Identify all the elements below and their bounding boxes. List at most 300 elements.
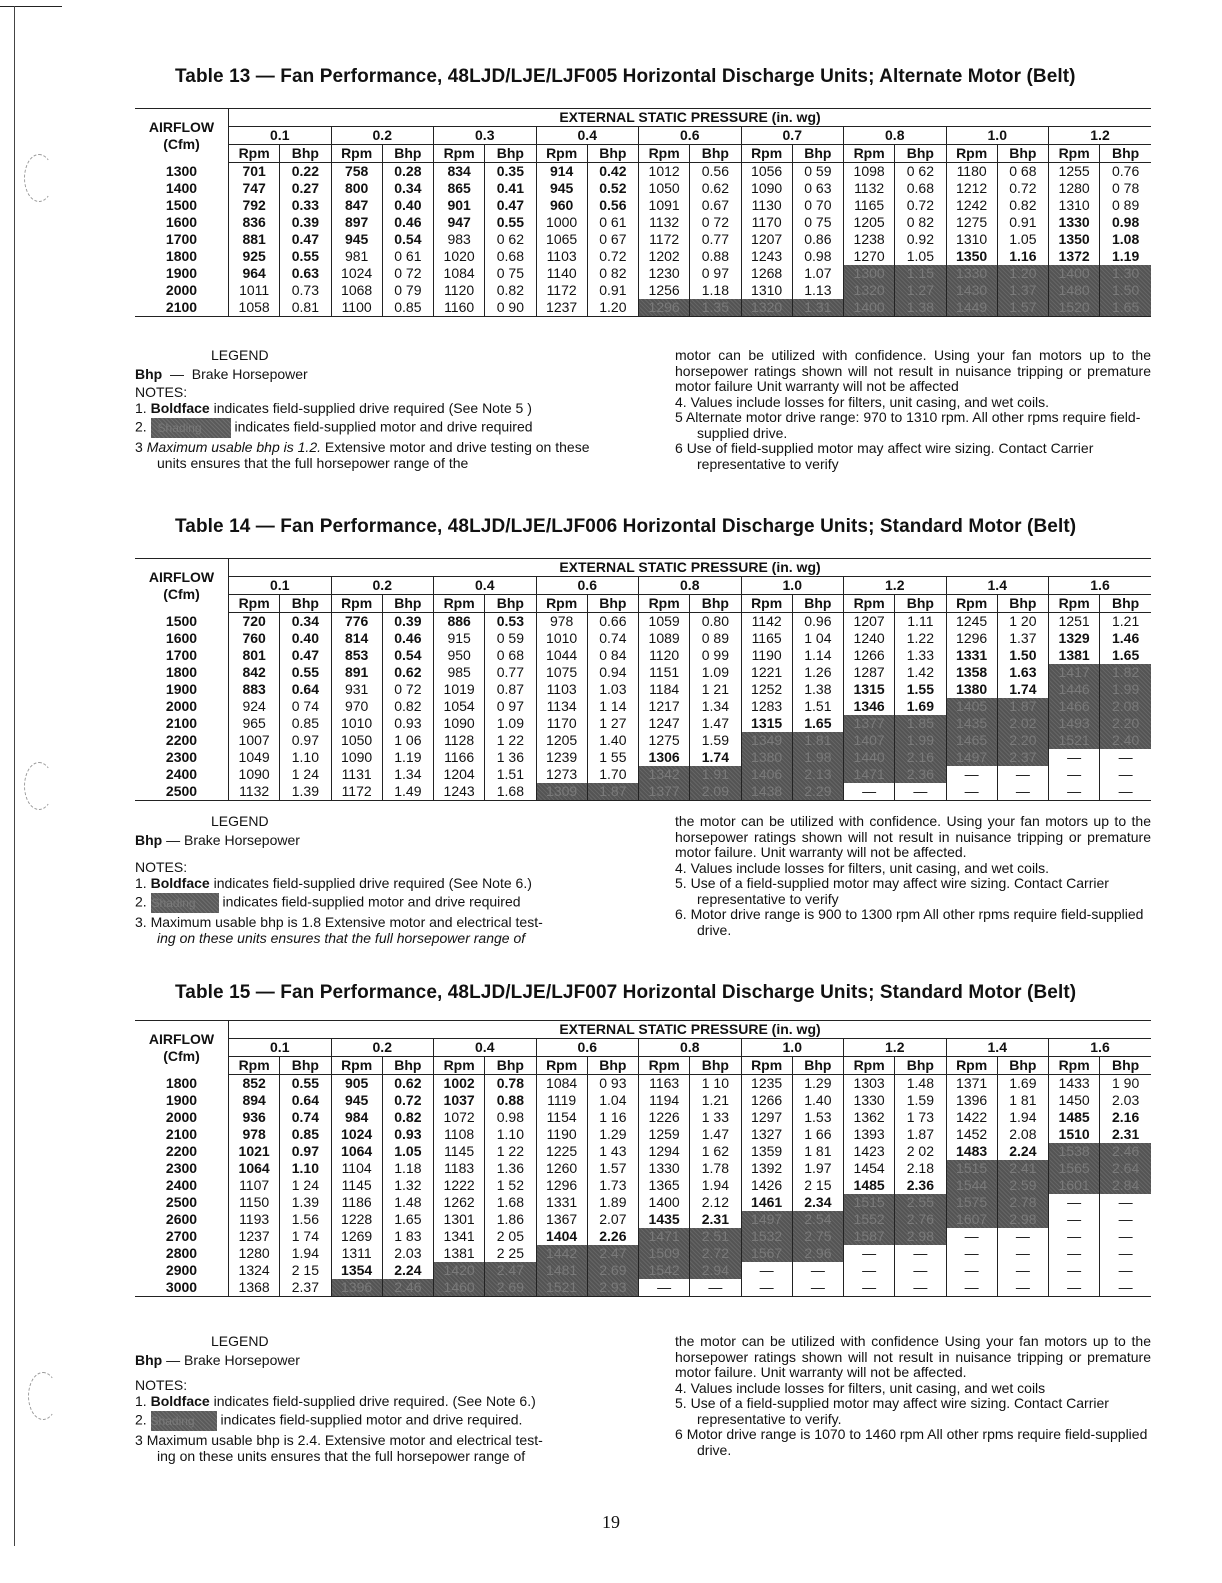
page-frame-top — [0, 6, 62, 7]
value-cell: 1.14 — [792, 647, 843, 664]
value-cell: — — [1100, 1279, 1151, 1297]
table-row — [135, 630, 1151, 647]
table-row — [135, 1245, 1151, 1262]
pressure-column-header: 0.4 — [434, 577, 537, 595]
value-cell: 1521 — [1049, 732, 1100, 749]
value-cell: — — [1049, 1194, 1100, 1211]
value-cell: 1.50 — [1100, 282, 1151, 299]
value-cell: 1542 — [639, 1262, 690, 1279]
value-cell: 0.98 — [485, 1109, 536, 1126]
value-cell: 1.94 — [280, 1245, 331, 1262]
value-cell: 1.38 — [895, 299, 946, 317]
value-cell: 1266 — [741, 1092, 792, 1109]
rpm-subheader: Rpm — [946, 145, 997, 163]
value-cell: 0.40 — [280, 630, 331, 647]
value-cell: 1.08 — [1100, 231, 1151, 248]
value-cell: 0 63 — [792, 180, 843, 197]
value-cell: 0.34 — [382, 180, 433, 197]
table-15-legend-left: LEGEND Bhp — Brake Horsepower NOTES: 1. Boldface indicates field-supplied drive required. (See Note 6.) 2. Shading indicates field-supplied motor and drive required. 3 Maximum usable bhp is 2.4. Extensive motor and electrical test- ing on these units ensures that the full horsepower range of — [135, 1334, 615, 1464]
value-cell: 1120 — [434, 282, 485, 299]
value-cell: 0.62 — [382, 1075, 433, 1093]
bhp-subheader: Bhp — [382, 595, 433, 613]
value-cell: 1.55 — [895, 681, 946, 698]
value-cell: 1.29 — [587, 1126, 638, 1143]
bhp-subheader: Bhp — [280, 1057, 331, 1075]
value-cell: 0.63 — [280, 265, 331, 282]
value-cell: — — [639, 1279, 690, 1297]
value-cell: 0.68 — [485, 248, 536, 265]
value-cell: 1 21 — [690, 681, 741, 698]
value-cell: 1011 — [229, 282, 280, 299]
note-4: 4. Values include losses for filters, unit casing, and wet coils. — [675, 393, 1050, 410]
value-cell: 1.11 — [895, 613, 946, 631]
value-cell: 1132 — [844, 180, 895, 197]
pressure-column-header: 1.2 — [1049, 127, 1152, 145]
value-cell: 1.74 — [690, 749, 741, 766]
bhp-subheader: Bhp — [895, 145, 946, 163]
value-cell: 1330 — [639, 1160, 690, 1177]
value-cell: 0.64 — [280, 1092, 331, 1109]
value-cell: 1.57 — [997, 299, 1048, 317]
rpm-subheader: Rpm — [946, 1057, 997, 1075]
value-cell: 1242 — [946, 197, 997, 214]
value-cell: 0.47 — [280, 231, 331, 248]
value-cell: 1544 — [946, 1177, 997, 1194]
airflow-header: AIRFLOW (Cfm) — [148, 568, 215, 602]
value-cell: 0.40 — [382, 197, 433, 214]
value-cell: 1.98 — [792, 749, 843, 766]
rpm-subheader: Rpm — [229, 1057, 280, 1075]
value-cell: 2.96 — [792, 1245, 843, 1262]
value-cell: 1296 — [536, 1177, 587, 1194]
value-cell: — — [1049, 766, 1100, 783]
note-3-continued: the motor can be utilized with confidence. Using your fan motors up to the horsepower ratings shown will not result in nuisance tripping or premature motor failure. Unit warranty will not be affected. — [675, 813, 1151, 860]
value-cell: 1.51 — [485, 766, 536, 783]
value-cell: 915 — [434, 630, 485, 647]
bhp-legend: Brake Horsepower — [184, 831, 300, 848]
table-row — [135, 715, 1151, 732]
table-row — [135, 766, 1151, 783]
value-cell: 2.31 — [690, 1211, 741, 1228]
rpm-subheader: Rpm — [434, 595, 485, 613]
value-cell: 1050 — [331, 732, 382, 749]
pressure-column-header: 0.6 — [536, 577, 639, 595]
table-row — [135, 299, 1151, 317]
value-cell: 1485 — [1049, 1109, 1100, 1126]
value-cell: 1.99 — [895, 732, 946, 749]
table-row — [135, 163, 1151, 181]
airflow-cell: 2400 — [165, 1177, 198, 1193]
value-cell: 1119 — [536, 1092, 587, 1109]
value-cell: 0.98 — [792, 248, 843, 265]
value-cell: 1359 — [741, 1143, 792, 1160]
value-cell: 0.67 — [690, 197, 741, 214]
value-cell: — — [1100, 783, 1151, 801]
note-3: 3 Maximum usable bhp is 2.4. Extensive motor and electrical test- ing on these units ensures that the full horsepower range of — [135, 1432, 543, 1464]
pressure-column-header: 1.0 — [741, 577, 844, 595]
value-cell: 1056 — [741, 163, 792, 181]
value-cell: — — [1100, 766, 1151, 783]
airflow-cell: 1900 — [165, 265, 198, 281]
value-cell: 2.76 — [895, 1211, 946, 1228]
pressure-column-header: 0.4 — [434, 1039, 537, 1057]
value-cell: 0.85 — [280, 1126, 331, 1143]
value-cell: 1485 — [844, 1177, 895, 1194]
value-cell: 0.77 — [485, 664, 536, 681]
bhp-subheader: Bhp — [1100, 1057, 1151, 1075]
value-cell: 1217 — [639, 698, 690, 715]
value-cell: 1100 — [331, 299, 382, 317]
value-cell: 1222 — [434, 1177, 485, 1194]
value-cell: 0.33 — [280, 197, 331, 214]
note-3: 3. Maximum usable bhp is 1.8 Extensive motor and electrical test- ing on these units ensures that the full horsepower range of — [135, 914, 543, 946]
airflow-cell: 2900 — [165, 1262, 198, 1278]
value-cell: 847 — [331, 197, 382, 214]
value-cell: 1.42 — [895, 664, 946, 681]
airflow-cell: 3000 — [165, 1279, 198, 1295]
value-cell: 1.37 — [997, 282, 1048, 299]
value-cell: 1 10 — [690, 1075, 741, 1093]
value-cell: — — [1100, 1245, 1151, 1262]
value-cell: 1.68 — [485, 1194, 536, 1211]
value-cell: 1341 — [434, 1228, 485, 1245]
value-cell: 1.20 — [997, 265, 1048, 282]
value-cell: 1483 — [946, 1143, 997, 1160]
value-cell: 1.68 — [485, 783, 536, 801]
value-cell: 0.27 — [280, 180, 331, 197]
value-cell: 1.87 — [895, 1126, 946, 1143]
value-cell: — — [946, 783, 997, 801]
value-cell: 1.05 — [382, 1143, 433, 1160]
value-cell: 1330 — [946, 265, 997, 282]
table-row — [135, 265, 1151, 282]
value-cell: 1330 — [844, 1092, 895, 1109]
value-cell: 1435 — [639, 1211, 690, 1228]
note-5: 5. Use of a field-supplied motor may affect wire sizing. Contact Carrier representative to verify — [675, 875, 1109, 907]
airflow-header: AIRFLOW (Cfm) — [148, 118, 215, 152]
value-cell: 1.19 — [382, 749, 433, 766]
value-cell: 0.97 — [280, 1143, 331, 1160]
rpm-subheader: Rpm — [844, 1057, 895, 1075]
value-cell: 1309 — [536, 783, 587, 801]
value-cell: 1349 — [741, 732, 792, 749]
value-cell: 1422 — [946, 1109, 997, 1126]
airflow-cell: 1900 — [165, 681, 198, 697]
bhp-subheader: Bhp — [792, 1057, 843, 1075]
value-cell: 1238 — [844, 231, 895, 248]
value-cell: 2.20 — [1100, 715, 1151, 732]
value-cell: 1.78 — [690, 1160, 741, 1177]
value-cell: 0.72 — [587, 248, 638, 265]
pressure-column-header: 1.6 — [1049, 1039, 1152, 1057]
value-cell: 1010 — [536, 630, 587, 647]
value-cell: 1372 — [1049, 248, 1100, 265]
value-cell: 0.35 — [485, 163, 536, 181]
value-cell: 1190 — [741, 647, 792, 664]
value-cell: 905 — [331, 1075, 382, 1093]
value-cell: 0 82 — [895, 214, 946, 231]
value-cell: 947 — [434, 214, 485, 231]
value-cell: 0.22 — [280, 163, 331, 181]
value-cell: 1471 — [639, 1228, 690, 1245]
value-cell: 0.54 — [382, 231, 433, 248]
value-cell: 1221 — [741, 664, 792, 681]
value-cell: 1.86 — [485, 1211, 536, 1228]
value-cell: 1575 — [946, 1194, 997, 1211]
value-cell: 0 74 — [280, 698, 331, 715]
value-cell: 2.34 — [792, 1194, 843, 1211]
value-cell: 1.49 — [382, 783, 433, 801]
value-cell: 1538 — [1049, 1143, 1100, 1160]
value-cell: 1404 — [536, 1228, 587, 1245]
value-cell: 1091 — [639, 197, 690, 214]
value-cell: 1480 — [1049, 282, 1100, 299]
value-cell: 1 33 — [690, 1109, 741, 1126]
value-cell: 1049 — [229, 749, 280, 766]
value-cell: 0.96 — [792, 613, 843, 631]
bhp-subheader: Bhp — [792, 595, 843, 613]
value-cell: 1368 — [229, 1279, 280, 1297]
value-cell: 1406 — [741, 766, 792, 783]
bhp-subheader: Bhp — [997, 595, 1048, 613]
value-cell: 1310 — [1049, 197, 1100, 214]
value-cell: 1417 — [1049, 664, 1100, 681]
value-cell: 1565 — [1049, 1160, 1100, 1177]
value-cell: 0.92 — [895, 231, 946, 248]
pressure-column-header: 1.0 — [946, 127, 1049, 145]
value-cell: 2.37 — [280, 1279, 331, 1297]
value-cell: 1.37 — [997, 630, 1048, 647]
rpm-subheader: Rpm — [331, 145, 382, 163]
value-cell: 1 27 — [587, 715, 638, 732]
value-cell: 1377 — [639, 783, 690, 801]
table-row — [135, 647, 1151, 664]
note-1: 1. Boldface indicates field-supplied drive required (See Note 6.) — [135, 874, 532, 891]
value-cell: 814 — [331, 630, 382, 647]
value-cell: 0 59 — [485, 630, 536, 647]
value-cell: 1107 — [229, 1177, 280, 1194]
value-cell: 983 — [434, 231, 485, 248]
value-cell: 1.09 — [485, 715, 536, 732]
value-cell: 1 55 — [587, 749, 638, 766]
value-cell: 1450 — [1049, 1092, 1100, 1109]
value-cell: 2.18 — [895, 1160, 946, 1177]
value-cell: 1446 — [1049, 681, 1100, 698]
value-cell: 1430 — [946, 282, 997, 299]
note-5: 5. Use of a field-supplied motor may affect wire sizing. Contact Carrier representative to verify. — [675, 1395, 1109, 1427]
value-cell: — — [946, 766, 997, 783]
value-cell: — — [844, 783, 895, 801]
pressure-column-header: 0.1 — [229, 1039, 332, 1057]
pressure-column-header: 0.8 — [844, 127, 947, 145]
value-cell: 1151 — [639, 664, 690, 681]
value-cell: 1103 — [536, 681, 587, 698]
note-6: 6. Motor drive range is 900 to 1300 rpm All other rpms require field-supplied drive. — [675, 906, 1144, 938]
value-cell: 945 — [331, 231, 382, 248]
value-cell: 1.65 — [382, 1211, 433, 1228]
pressure-column-header: 0.8 — [639, 577, 742, 595]
rpm-subheader: Rpm — [331, 595, 382, 613]
value-cell: 1438 — [741, 783, 792, 801]
value-cell: 1132 — [639, 214, 690, 231]
value-cell: 1.50 — [997, 647, 1048, 664]
value-cell: 2.98 — [895, 1228, 946, 1245]
airflow-cell: 1900 — [165, 1092, 198, 1108]
value-cell: 1358 — [946, 664, 997, 681]
value-cell: 2 15 — [280, 1262, 331, 1279]
value-cell: 2.41 — [997, 1160, 1048, 1177]
value-cell: 1520 — [1049, 299, 1100, 317]
value-cell: 1.34 — [382, 766, 433, 783]
value-cell: 1 62 — [690, 1143, 741, 1160]
value-cell: 2.54 — [792, 1211, 843, 1228]
value-cell: 1002 — [434, 1075, 485, 1093]
value-cell: 1310 — [946, 231, 997, 248]
pressure-column-header: 1.2 — [844, 577, 947, 595]
value-cell: 0.82 — [382, 1109, 433, 1126]
value-cell: 1.65 — [792, 715, 843, 732]
value-cell: 1509 — [639, 1245, 690, 1262]
value-cell: 1.56 — [280, 1211, 331, 1228]
value-cell: 883 — [229, 681, 280, 698]
value-cell: 0.94 — [587, 664, 638, 681]
pressure-column-header: 0.7 — [741, 127, 844, 145]
value-cell: 1407 — [844, 732, 895, 749]
value-cell: — — [895, 783, 946, 801]
value-cell: 1.85 — [895, 715, 946, 732]
value-cell: 1.21 — [1100, 613, 1151, 631]
value-cell: 1433 — [1049, 1075, 1100, 1093]
value-cell: 760 — [229, 630, 280, 647]
table-row — [135, 1177, 1151, 1194]
value-cell: 1.18 — [690, 282, 741, 299]
value-cell: 0 72 — [382, 681, 433, 698]
value-cell: 1.36 — [485, 1160, 536, 1177]
value-cell: 1497 — [946, 749, 997, 766]
note-4: 4. Values include losses for filters, unit casing, and wet coils. — [675, 859, 1050, 876]
table-15-legend-right — [675, 1334, 1151, 1458]
page-number: 19 — [602, 1512, 620, 1532]
value-cell: 0 97 — [485, 698, 536, 715]
value-cell: 1245 — [946, 613, 997, 631]
rpm-subheader: Rpm — [1049, 1057, 1100, 1075]
rpm-subheader: Rpm — [844, 595, 895, 613]
value-cell: 0.41 — [485, 180, 536, 197]
value-cell: 1301 — [434, 1211, 485, 1228]
value-cell: 1380 — [741, 749, 792, 766]
value-cell: 1103 — [536, 248, 587, 265]
value-cell: 800 — [331, 180, 382, 197]
value-cell: 2.24 — [382, 1262, 433, 1279]
airflow-cell: 2300 — [165, 1160, 198, 1176]
value-cell: 1306 — [639, 749, 690, 766]
value-cell: 1165 — [741, 630, 792, 647]
value-cell: 1120 — [639, 647, 690, 664]
note-6: 6 Motor drive range is 1070 to 1460 rpm All other rpms require field-supplied drive. — [675, 1426, 1148, 1458]
table-row — [135, 1160, 1151, 1177]
rpm-subheader: Rpm — [229, 595, 280, 613]
value-cell: 1.82 — [1100, 664, 1151, 681]
airflow-cell: 2500 — [165, 783, 198, 799]
value-cell: 1024 — [331, 265, 382, 282]
value-cell: 1300 — [844, 265, 895, 282]
rpm-subheader: Rpm — [1049, 145, 1100, 163]
value-cell: 1.51 — [792, 698, 843, 715]
value-cell: 1.87 — [997, 698, 1048, 715]
value-cell: 1180 — [946, 163, 997, 181]
legend-label: LEGEND — [211, 347, 269, 363]
table-row — [135, 664, 1151, 681]
bhp-subheader: Bhp — [895, 1057, 946, 1075]
binder-hole-mark — [24, 762, 54, 810]
value-cell: — — [1100, 1262, 1151, 1279]
value-cell: 1331 — [536, 1194, 587, 1211]
value-cell: 2.47 — [485, 1262, 536, 1279]
value-cell: — — [946, 1228, 997, 1245]
value-cell: 0.76 — [1100, 163, 1151, 181]
value-cell: 1350 — [946, 248, 997, 265]
value-cell: 2.75 — [792, 1228, 843, 1245]
value-cell: 0.56 — [690, 163, 741, 181]
value-cell: 1510 — [1049, 1126, 1100, 1143]
notes-label: NOTES: — [135, 384, 188, 400]
value-cell: 1 74 — [280, 1228, 331, 1245]
value-cell: 1320 — [741, 299, 792, 317]
value-cell: — — [1049, 1211, 1100, 1228]
value-cell: 1269 — [331, 1228, 382, 1245]
value-cell: 1354 — [331, 1262, 382, 1279]
value-cell: 1552 — [844, 1211, 895, 1228]
value-cell: 1190 — [536, 1126, 587, 1143]
value-cell: 1.65 — [1100, 299, 1151, 317]
value-cell: 0.64 — [280, 681, 331, 698]
table-13 — [135, 108, 1151, 317]
value-cell: 2.26 — [587, 1228, 638, 1245]
bhp-subheader: Bhp — [895, 595, 946, 613]
value-cell: 1131 — [331, 766, 382, 783]
value-cell: 776 — [331, 613, 382, 631]
airflow-cell: 2800 — [165, 1245, 198, 1261]
value-cell: 925 — [229, 248, 280, 265]
value-cell: 970 — [331, 698, 382, 715]
value-cell: 1.10 — [485, 1126, 536, 1143]
value-cell: 0.62 — [382, 664, 433, 681]
value-cell: 1 06 — [382, 732, 433, 749]
value-cell: 0.55 — [280, 664, 331, 681]
value-cell: 1315 — [844, 681, 895, 698]
value-cell: 0.88 — [690, 248, 741, 265]
value-cell: 0.97 — [280, 732, 331, 749]
value-cell: 1465 — [946, 732, 997, 749]
value-cell: 1 81 — [997, 1092, 1048, 1109]
value-cell: 0 79 — [382, 282, 433, 299]
value-cell: 1128 — [434, 732, 485, 749]
esp-header: EXTERNAL STATIC PRESSURE (in. wg) — [229, 1021, 1152, 1039]
value-cell: 0 89 — [690, 630, 741, 647]
value-cell: 2.16 — [895, 749, 946, 766]
value-cell: 1132 — [229, 783, 280, 801]
table-row — [135, 749, 1151, 766]
value-cell: 865 — [434, 180, 485, 197]
value-cell: 1.15 — [895, 265, 946, 282]
value-cell: 1154 — [536, 1109, 587, 1126]
value-cell: 965 — [229, 715, 280, 732]
page-frame-left — [14, 6, 15, 1546]
airflow-cell: 2200 — [165, 1143, 198, 1159]
value-cell: 1331 — [946, 647, 997, 664]
value-cell: 1.03 — [587, 681, 638, 698]
value-cell: 1266 — [844, 647, 895, 664]
